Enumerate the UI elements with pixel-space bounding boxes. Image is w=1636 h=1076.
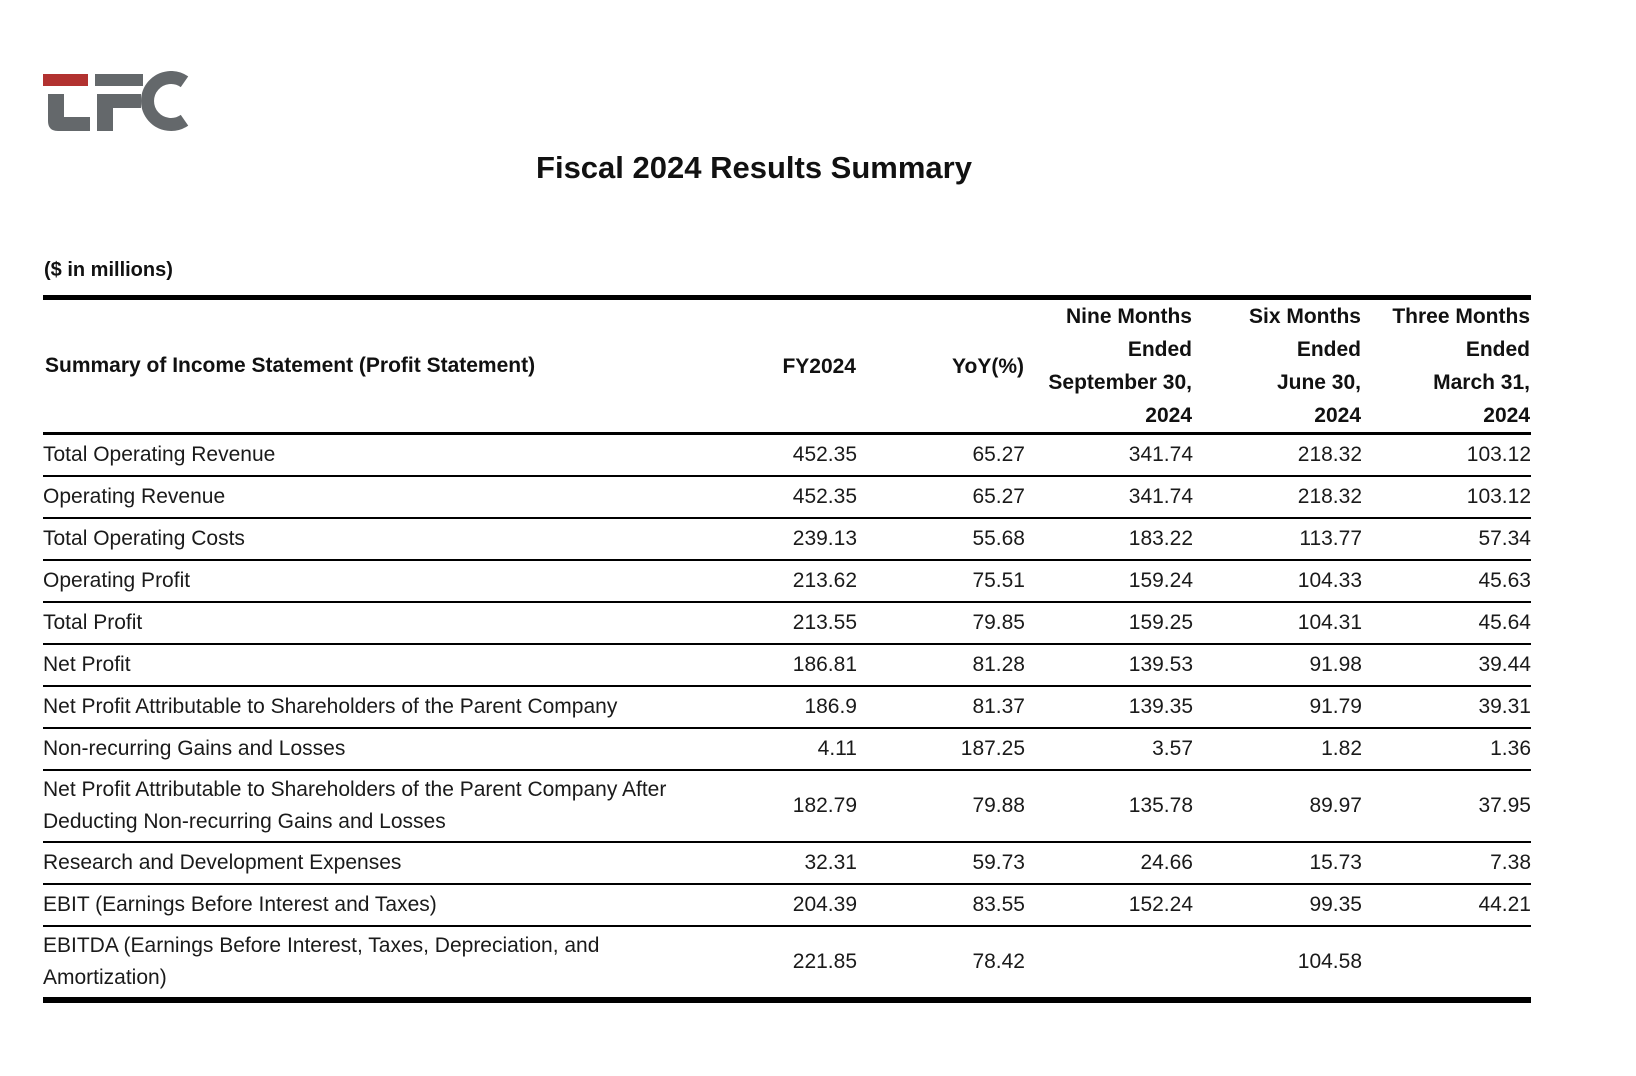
table-row [43,926,1531,1000]
column-header-line: Ended [1296,338,1361,361]
row-value: 139.35 [1025,686,1193,728]
column-header-line: 2024 [1314,404,1361,427]
table-row [43,770,1531,842]
row-value: 218.32 [1193,476,1362,518]
row-value: 37.95 [1362,770,1531,842]
row-value: 104.33 [1193,560,1362,602]
row-value: 159.25 [1025,602,1193,644]
row-value [1025,926,1193,1000]
row-value: 45.63 [1362,560,1531,602]
row-value: 44.21 [1362,884,1531,926]
row-value: 221.85 [700,926,857,1000]
row-value: 59.73 [857,842,1025,884]
income-statement-table [43,295,1531,1003]
row-value: 182.79 [700,770,857,842]
row-value: 103.12 [1362,434,1531,476]
row-value: 218.32 [1193,434,1362,476]
units-note: ($ in millions) [44,259,173,281]
row-label: Net Profit Attributable to Shareholders of the Parent Company After Deducting Non-recurring Gains and Losses [43,770,700,842]
row-value: 57.34 [1362,518,1531,560]
row-label: Total Profit [43,602,700,644]
row-value: 79.88 [857,770,1025,842]
row-value: 103.12 [1362,476,1531,518]
row-label: Non-recurring Gains and Losses [43,728,700,770]
row-value: 213.62 [700,560,857,602]
results-section [43,259,1531,1003]
column-header-line: 2024 [1483,404,1530,427]
column-header-fy2024 [700,298,857,434]
row-value: 39.44 [1362,644,1531,686]
row-value: 65.27 [857,434,1025,476]
column-header-line: Nine Months [1066,305,1192,328]
column-header-line: Ended [1127,338,1192,361]
row-value: 159.24 [1025,560,1193,602]
row-label: EBIT (Earnings Before Interest and Taxes) [43,884,700,926]
row-value: 91.98 [1193,644,1362,686]
table-row [43,602,1531,644]
column-header-line: September 30, [1048,371,1192,394]
row-value: 186.9 [700,686,857,728]
table-row [43,434,1531,476]
row-value: 7.38 [1362,842,1531,884]
row-value: 55.68 [857,518,1025,560]
table-row [43,842,1531,884]
row-value: 45.64 [1362,602,1531,644]
column-header-line: Six Months [1248,305,1361,328]
table-header-row [43,298,1531,434]
row-value: 3.57 [1025,728,1193,770]
table-row [43,728,1531,770]
row-value: 89.97 [1193,770,1362,842]
row-value: 186.81 [700,644,857,686]
row-value: 81.28 [857,644,1025,686]
column-header-line: March 31, [1433,371,1530,394]
column-header-three-months [1362,298,1531,434]
row-value: 104.31 [1193,602,1362,644]
row-value: 113.77 [1193,518,1362,560]
page-title: Fiscal 2024 Results Summary [536,150,972,185]
row-label: Operating Profit [43,560,700,602]
column-header-line: 2024 [1145,404,1192,427]
row-value: 183.22 [1025,518,1193,560]
row-value [1362,926,1531,1000]
row-value: 75.51 [857,560,1025,602]
row-value: 1.36 [1362,728,1531,770]
row-value: 139.53 [1025,644,1193,686]
row-value: 341.74 [1025,434,1193,476]
row-value: 78.42 [857,926,1025,1000]
row-value: 213.55 [700,602,857,644]
row-label: Net Profit Attributable to Shareholders of the Parent Company [43,686,700,728]
column-header-six-months [1193,298,1362,434]
row-value: 1.82 [1193,728,1362,770]
table-row [43,644,1531,686]
row-value: 83.55 [857,884,1025,926]
table-row [43,686,1531,728]
row-value: 32.31 [700,842,857,884]
row-value: 452.35 [700,434,857,476]
row-value: 81.37 [857,686,1025,728]
row-value: 15.73 [1193,842,1362,884]
row-value: 39.31 [1362,686,1531,728]
row-value: 4.11 [700,728,857,770]
column-header-yoy [857,298,1025,434]
row-label: Total Operating Costs [43,518,700,560]
table-body [43,434,1531,1000]
row-value: 204.39 [700,884,857,926]
row-label: EBITDA (Earnings Before Interest, Taxes, Depreciation, and Amortization) [43,926,700,1000]
row-label: Total Operating Revenue [43,434,700,476]
row-value: 187.25 [857,728,1025,770]
row-value: 91.79 [1193,686,1362,728]
row-value: 104.58 [1193,926,1362,1000]
column-header-line: YoY(%) [952,354,1024,378]
table-row [43,884,1531,926]
row-value: 99.35 [1193,884,1362,926]
row-value: 452.35 [700,476,857,518]
row-label: Operating Revenue [43,476,700,518]
row-value: 24.66 [1025,842,1193,884]
column-header-line: June 30, [1276,371,1361,394]
row-value: 79.85 [857,602,1025,644]
column-header-statement: Summary of Income Statement (Profit Statement) [43,298,700,434]
column-header-line: Ended [1465,338,1530,361]
table-row [43,560,1531,602]
column-header-line: Three Months [1392,305,1530,328]
row-label: Research and Development Expenses [43,842,700,884]
row-value: 239.13 [700,518,857,560]
row-value: 341.74 [1025,476,1193,518]
table-row [43,476,1531,518]
table-row [43,518,1531,560]
column-header-nine-months [1025,298,1193,434]
row-label: Net Profit [43,644,700,686]
column-header-line: FY2024 [782,354,856,378]
row-value: 135.78 [1025,770,1193,842]
row-value: 152.24 [1025,884,1193,926]
row-value: 65.27 [857,476,1025,518]
company-logo-icon [43,71,193,135]
